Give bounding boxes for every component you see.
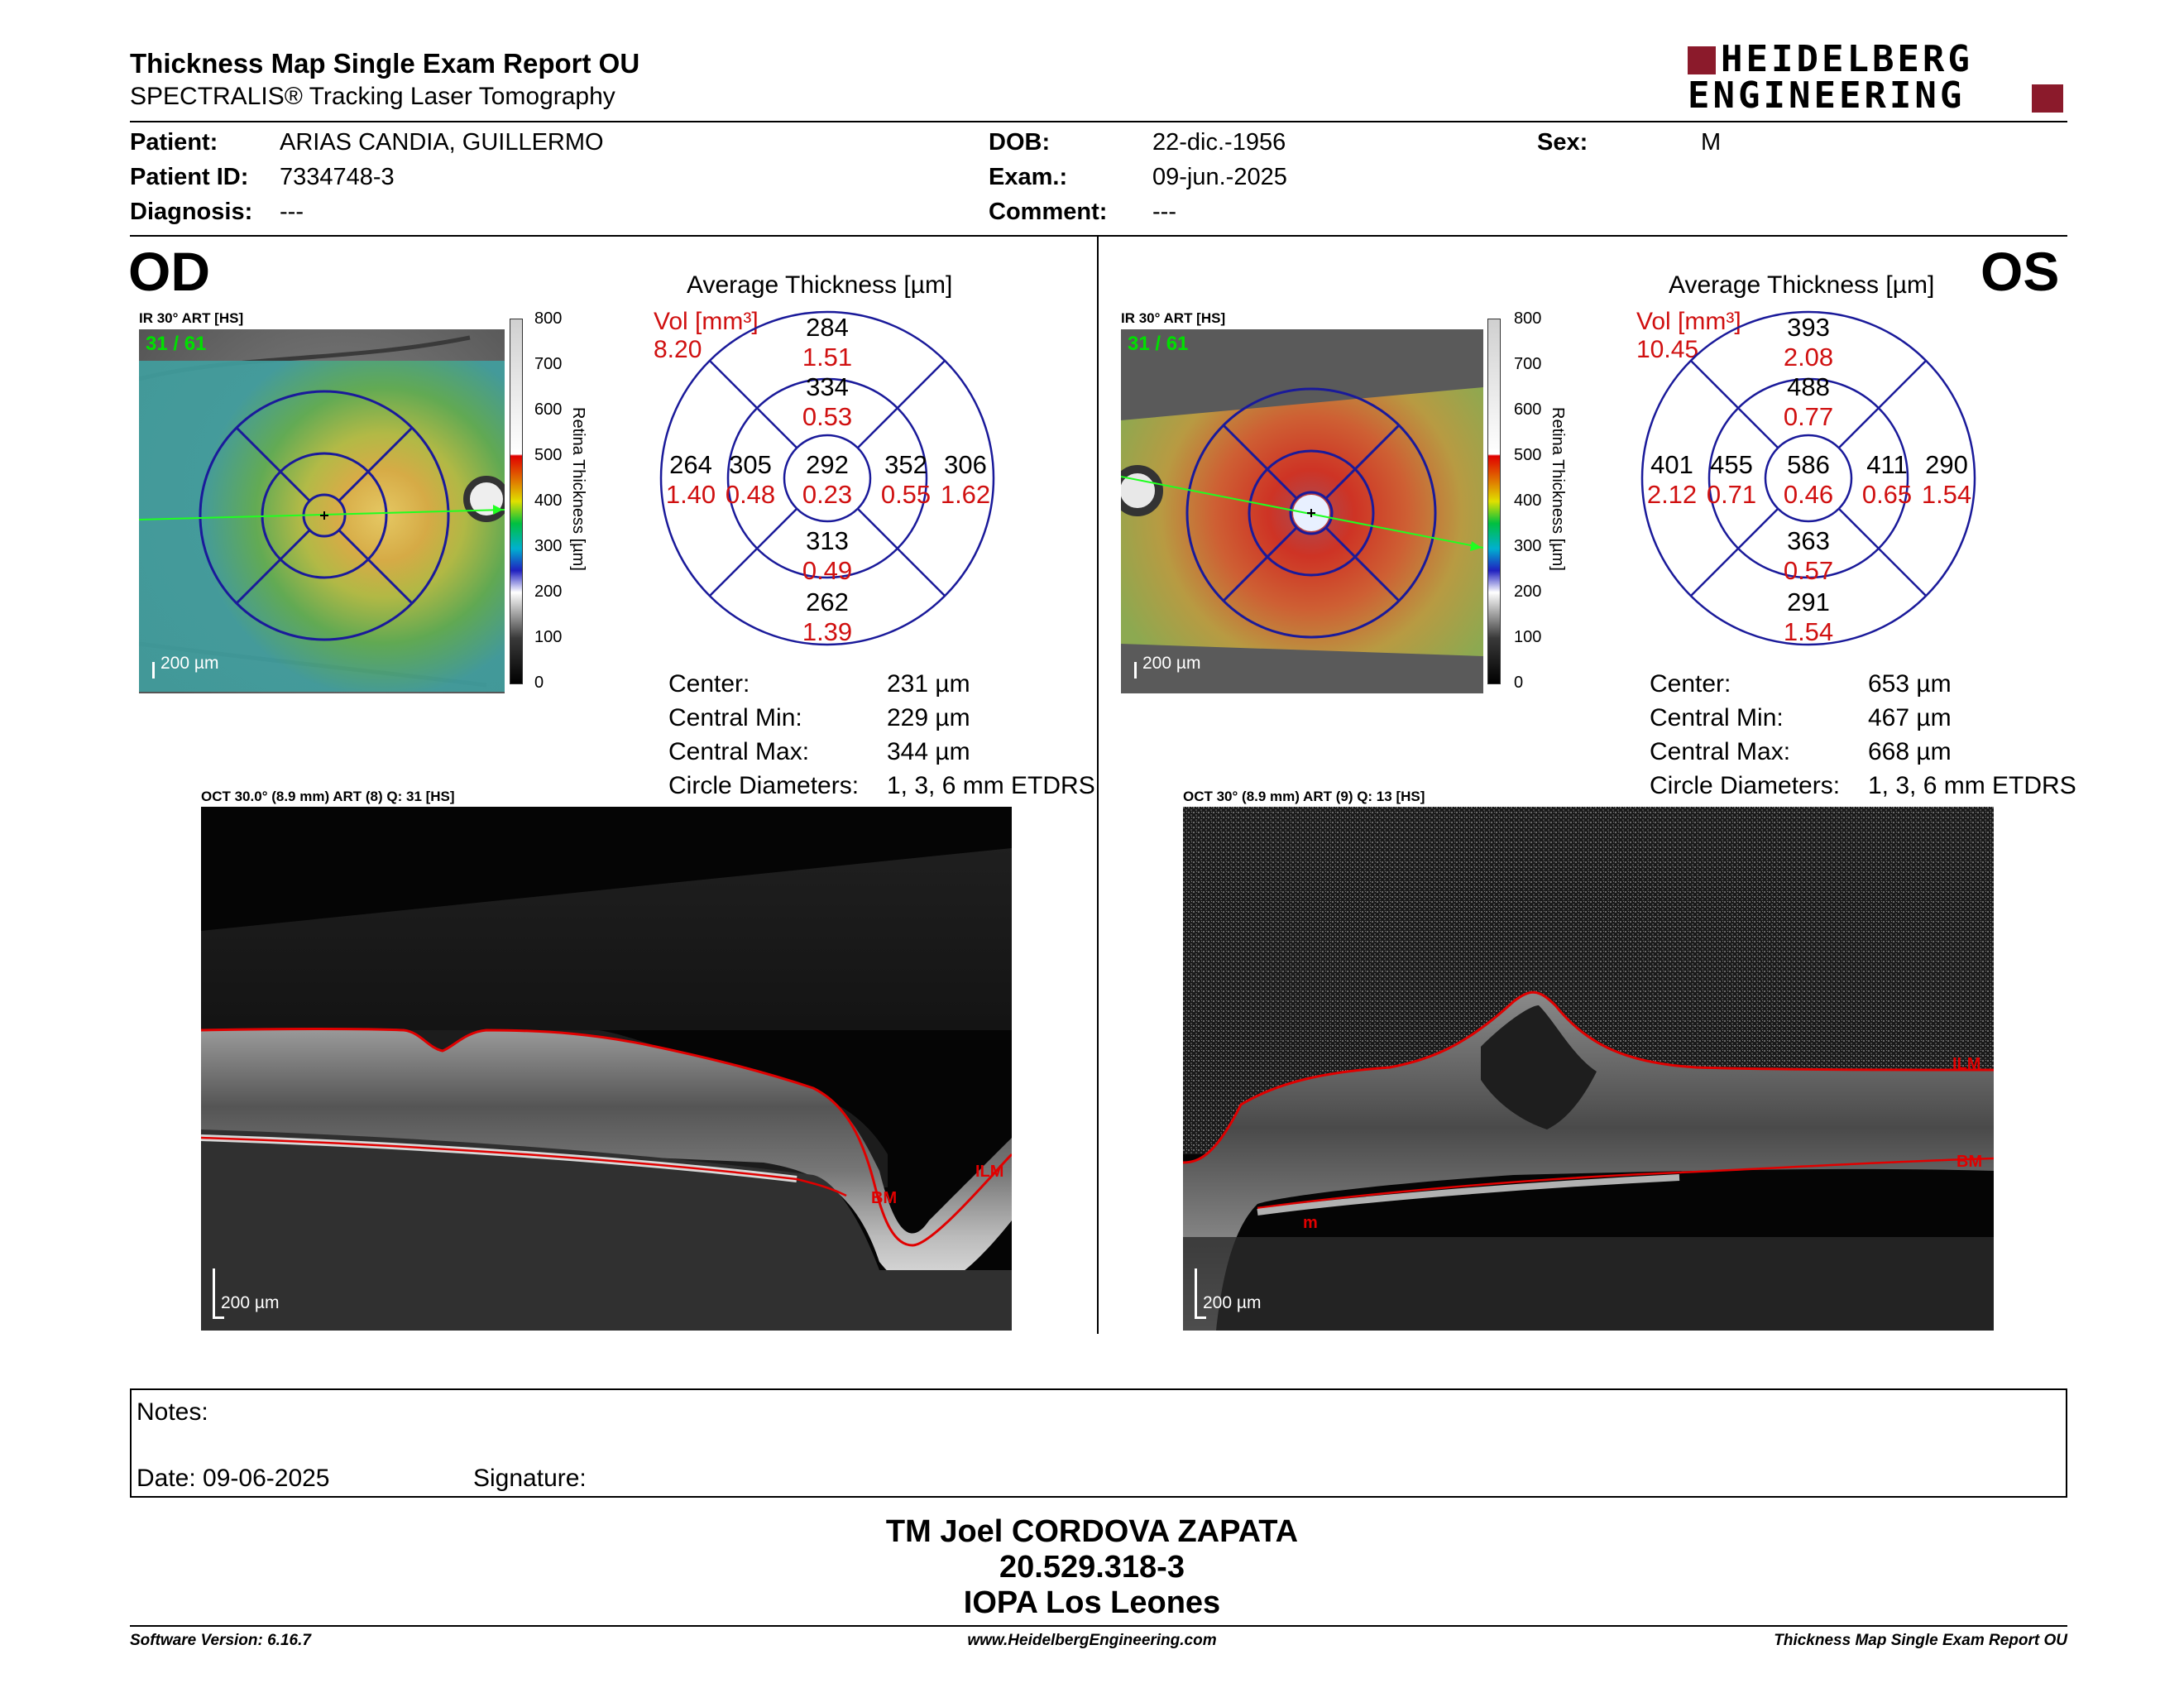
od-cb-tick-0: 0 bbox=[534, 674, 544, 692]
od-fundus-map bbox=[139, 329, 505, 693]
os-vol-value: 10.45 bbox=[1636, 336, 1699, 363]
logo-line2: ENGINEERING bbox=[1688, 74, 1966, 117]
od-sector-inner-inf: 313 0.49 bbox=[802, 526, 853, 585]
os-sector-inner-left: 455 0.71 bbox=[1706, 450, 1757, 509]
patient-name: ARIAS CANDIA, GUILLERMO bbox=[280, 129, 604, 156]
os-cb-tick-400: 400 bbox=[1514, 492, 1542, 510]
os-sector-outer-sup: 393 2.08 bbox=[1783, 313, 1834, 372]
od-avg-title: Average Thickness [µm] bbox=[687, 271, 953, 299]
os-oct-scan bbox=[1183, 807, 1994, 1331]
os-vol-label: Vol [mm³] bbox=[1636, 308, 1741, 335]
od-oct-scale: 200 µm bbox=[221, 1293, 280, 1312]
od-diam-value: 1, 3, 6 mm ETDRS bbox=[887, 772, 1095, 799]
od-label: OD bbox=[128, 241, 210, 302]
os-diam-value: 1, 3, 6 mm ETDRS bbox=[1868, 772, 2076, 799]
od-cb-tick-700: 700 bbox=[534, 355, 563, 373]
os-sector-center: 586 0.46 bbox=[1783, 450, 1834, 509]
od-cb-label: Retina Thickness [µm] bbox=[569, 407, 587, 571]
os-fundus-map bbox=[1121, 329, 1483, 693]
od-cb-tick-300: 300 bbox=[534, 537, 563, 555]
od-min-label: Central Min: bbox=[668, 704, 802, 731]
os-cb-tick-500: 500 bbox=[1514, 446, 1542, 464]
os-sector-outer-right: 290 1.54 bbox=[1921, 450, 1972, 509]
os-center-value: 653 µm bbox=[1868, 670, 1952, 698]
os-diam-label: Circle Diameters: bbox=[1650, 772, 1841, 799]
os-max-value: 668 µm bbox=[1868, 738, 1952, 765]
dob-label: DOB: bbox=[989, 129, 1051, 156]
notes-box bbox=[130, 1388, 2067, 1498]
dob-value: 22-dic.-1956 bbox=[1152, 129, 1286, 156]
od-bm-label: BM bbox=[871, 1189, 898, 1207]
footer-software: Software Version: 6.16.7 bbox=[130, 1632, 311, 1649]
os-cb-tick-100: 100 bbox=[1514, 628, 1542, 646]
os-cb-tick-300: 300 bbox=[1514, 537, 1542, 555]
footer-website[interactable]: www.HeidelbergEngineering.com bbox=[967, 1632, 1217, 1649]
os-min-label: Central Min: bbox=[1650, 704, 1784, 731]
os-min-value: 467 µm bbox=[1868, 704, 1952, 731]
od-diam-label: Circle Diameters: bbox=[668, 772, 860, 799]
od-max-label: Central Max: bbox=[668, 738, 810, 765]
sex-label: Sex: bbox=[1537, 129, 1588, 156]
od-center-label: Center: bbox=[668, 670, 750, 698]
os-sector-inner-sup: 488 0.77 bbox=[1783, 372, 1834, 431]
os-m-label: m bbox=[1303, 1214, 1318, 1232]
os-colorbar bbox=[1487, 319, 1501, 684]
od-sector-inner-sup: 334 0.53 bbox=[802, 372, 853, 431]
od-ir-scale: 200 µm bbox=[160, 654, 219, 673]
od-ir-counter: 31 / 61 bbox=[146, 333, 207, 355]
report-subtitle: SPECTRALIS® Tracking Laser Tomography bbox=[130, 83, 615, 110]
os-sector-outer-inf: 291 1.54 bbox=[1783, 587, 1834, 646]
comment-value: --- bbox=[1152, 199, 1176, 225]
notes-label: Notes: bbox=[136, 1398, 208, 1426]
exam-value: 09-jun.-2025 bbox=[1152, 164, 1287, 190]
os-bm-label: BM bbox=[1956, 1153, 1983, 1171]
exam-label: Exam.: bbox=[989, 164, 1068, 190]
report-title: Thickness Map Single Exam Report OU bbox=[130, 48, 640, 79]
comment-label: Comment: bbox=[989, 199, 1108, 225]
os-cb-tick-800: 800 bbox=[1514, 309, 1542, 328]
patient-id-label: Patient ID: bbox=[130, 164, 249, 190]
od-vol-label: Vol [mm³] bbox=[654, 308, 759, 335]
os-cb-label: Retina Thickness [µm] bbox=[1549, 407, 1567, 571]
od-center-value: 231 µm bbox=[887, 670, 970, 698]
od-oct-title: OCT 30.0° (8.9 mm) ART (8) Q: 31 [HS] bbox=[201, 789, 455, 804]
od-sector-outer-right: 306 1.62 bbox=[940, 450, 991, 509]
od-sector-outer-sup: 284 1.51 bbox=[802, 313, 853, 372]
patient-id: 7334748-3 bbox=[280, 164, 395, 190]
od-oct-scan bbox=[201, 807, 1012, 1331]
os-sector-outer-left: 401 2.12 bbox=[1646, 450, 1698, 509]
os-cb-tick-700: 700 bbox=[1514, 355, 1542, 373]
od-cb-tick-600: 600 bbox=[534, 400, 563, 419]
os-cb-tick-0: 0 bbox=[1514, 674, 1524, 692]
od-max-value: 344 µm bbox=[887, 738, 970, 765]
os-max-label: Central Max: bbox=[1650, 738, 1791, 765]
os-cb-tick-600: 600 bbox=[1514, 400, 1542, 419]
od-sector-inner-right: 352 0.55 bbox=[880, 450, 932, 509]
od-sector-inner-left: 305 0.48 bbox=[725, 450, 776, 509]
signer-id: 20.529.318-3 bbox=[999, 1550, 1185, 1585]
sex-value: M bbox=[1701, 129, 1722, 156]
od-ilm-label: ILM bbox=[975, 1163, 1004, 1181]
od-cb-tick-400: 400 bbox=[534, 492, 563, 510]
od-min-value: 229 µm bbox=[887, 704, 970, 731]
diagnosis-value: --- bbox=[280, 199, 304, 225]
os-ilm-label: ILM bbox=[1952, 1055, 1981, 1073]
os-avg-title: Average Thickness [µm] bbox=[1669, 271, 1935, 299]
os-sector-inner-inf: 363 0.57 bbox=[1783, 526, 1834, 585]
diagnosis-label: Diagnosis: bbox=[130, 199, 253, 225]
od-colorbar bbox=[510, 319, 523, 684]
heidelberg-logo bbox=[1688, 38, 2068, 117]
od-sector-outer-inf: 262 1.39 bbox=[802, 587, 853, 646]
footer-report: Thickness Map Single Exam Report OU bbox=[1774, 1632, 2067, 1649]
patient-label: Patient: bbox=[130, 129, 218, 156]
os-ir-scale: 200 µm bbox=[1142, 654, 1201, 673]
od-cb-tick-200: 200 bbox=[534, 583, 563, 601]
os-oct-title: OCT 30° (8.9 mm) ART (9) Q: 13 [HS] bbox=[1183, 789, 1425, 804]
os-ir-counter: 31 / 61 bbox=[1128, 333, 1189, 355]
notes-signature-label: Signature: bbox=[473, 1465, 587, 1492]
os-label: OS bbox=[1980, 241, 2060, 302]
os-sector-inner-right: 411 0.65 bbox=[1861, 450, 1913, 509]
od-sector-center: 292 0.23 bbox=[802, 450, 853, 509]
od-cb-tick-500: 500 bbox=[534, 446, 563, 464]
signer-name: TM Joel CORDOVA ZAPATA bbox=[885, 1514, 1299, 1549]
signer-block bbox=[0, 1514, 2184, 1621]
od-vol-value: 8.20 bbox=[654, 336, 702, 363]
os-oct-scale: 200 µm bbox=[1203, 1293, 1262, 1312]
logo-line1: HEIDELBERG bbox=[1721, 38, 1973, 80]
notes-date: Date: 09-06-2025 bbox=[136, 1465, 330, 1492]
od-cb-tick-800: 800 bbox=[534, 309, 563, 328]
os-ir-title: IR 30° ART [HS] bbox=[1121, 310, 1226, 326]
od-ir-title: IR 30° ART [HS] bbox=[139, 310, 244, 326]
os-cb-tick-200: 200 bbox=[1514, 583, 1542, 601]
signer-place: IOPA Los Leones bbox=[963, 1585, 1221, 1620]
od-cb-tick-100: 100 bbox=[534, 628, 563, 646]
od-sector-outer-left: 264 1.40 bbox=[665, 450, 716, 509]
os-center-label: Center: bbox=[1650, 670, 1731, 698]
